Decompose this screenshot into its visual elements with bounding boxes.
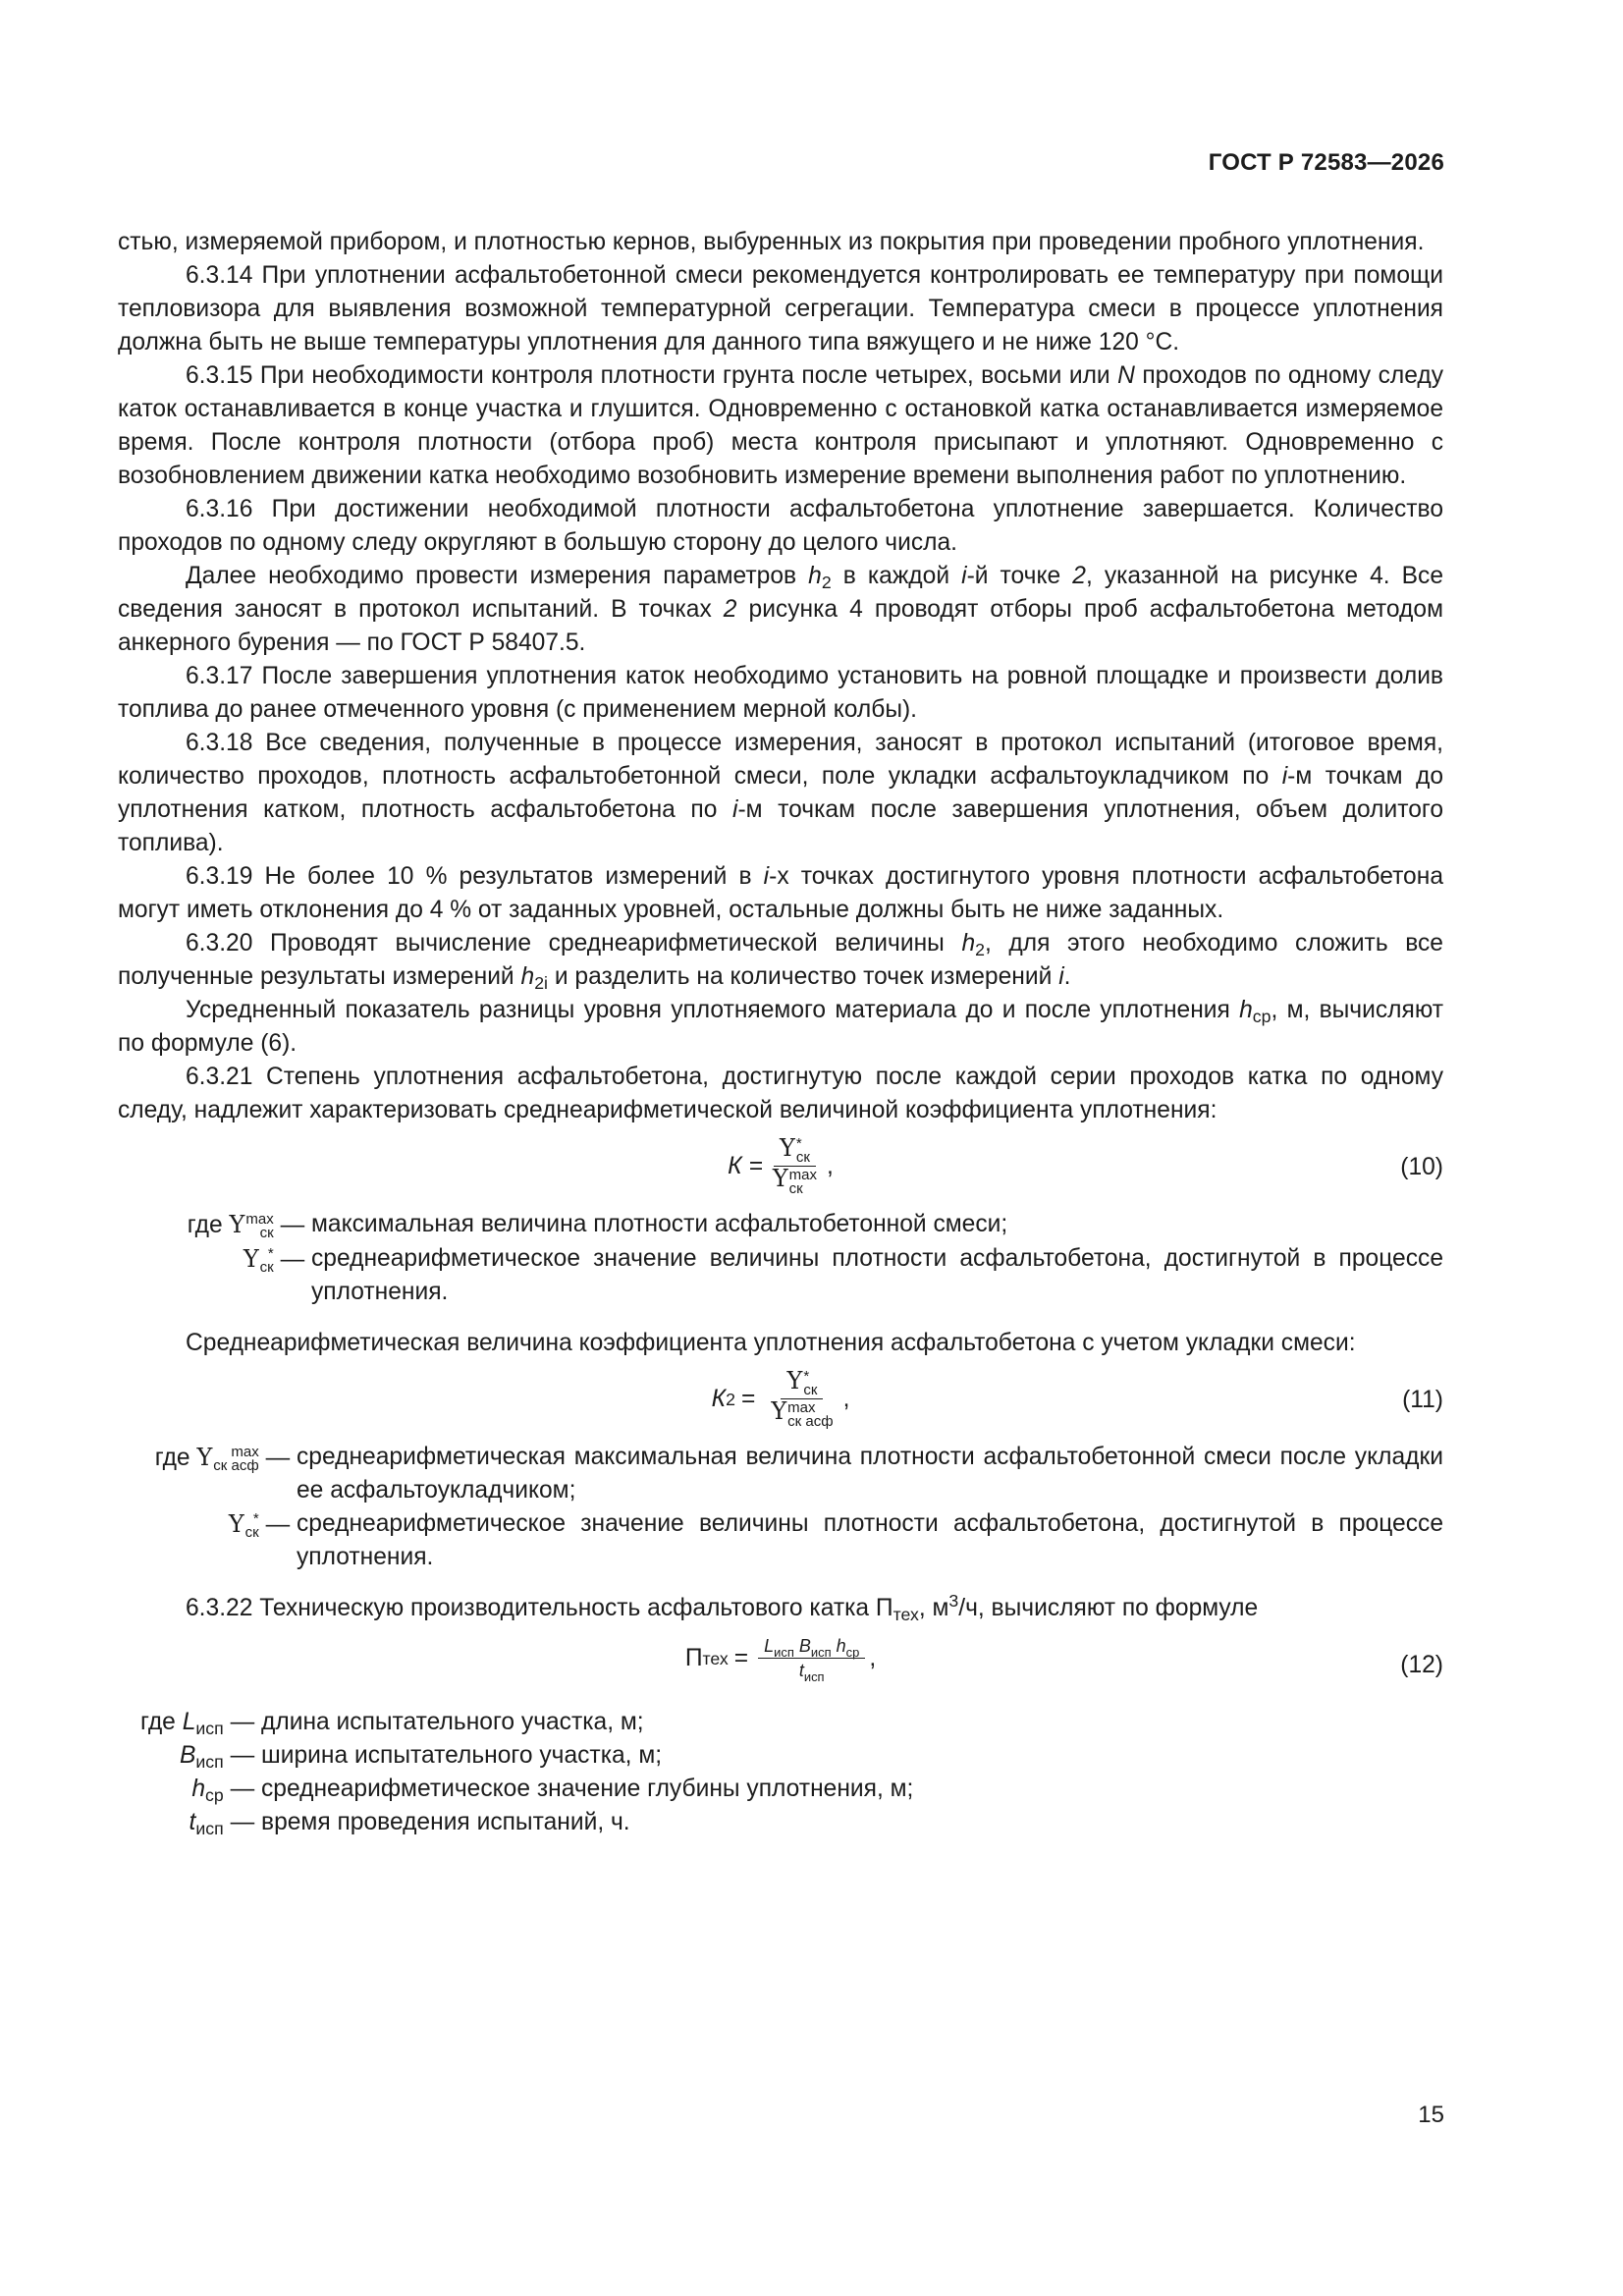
superscript: 3: [948, 1591, 959, 1611]
text-run: , м: [918, 1595, 949, 1621]
text-run: -м точкам до уплотнения катком, плотность асфальтобетона по: [118, 763, 1443, 823]
subscript: исп: [195, 1752, 224, 1772]
subscript: ср: [1252, 1007, 1271, 1026]
superscript: *: [803, 1368, 810, 1386]
dash: —: [230, 1776, 255, 1802]
length-symbol: L: [764, 1636, 775, 1656]
paragraph-6-3-18: [118, 727, 1443, 860]
subscript: тех: [893, 1605, 919, 1624]
time-symbol: t: [798, 1661, 804, 1680]
subscript: ск: [244, 1523, 259, 1541]
width-symbol: B: [179, 1742, 196, 1769]
depth-symbol: h: [191, 1776, 206, 1802]
superscript: *: [267, 1244, 274, 1262]
paragraph-continuation: стью, измеряемой прибором, и плотностью кернов, выбуренных из покрытия при проведении пробного уплотнения.: [118, 229, 1425, 255]
document-body: [118, 226, 1443, 1839]
where-prefix: где: [187, 1212, 223, 1238]
document-header: ГОСТ Р 72583—2026: [1208, 149, 1444, 176]
subscript: 2: [821, 573, 832, 592]
where-item: [118, 1208, 1443, 1242]
text-run: 6.3.19 Не более 10 % результатов измерений в: [186, 863, 764, 890]
superscript: max: [787, 1398, 816, 1416]
subscript: 2i: [534, 973, 548, 993]
paragraph-6-3-14: 6.3.14 При уплотнении асфальтобетонной смеси рекомендуется контролировать ее температуру при помощи тепловизора для выявления возможной температурной сегрегации. Температура смеси в процессе уплотнения должна быть не выше температуры уплотнения для данного типа вяжущего и не ниже 120 °С.: [118, 262, 1443, 355]
text-run: проходов по одному следу каток останавливается в конце участка и глушится. Одновременно с остановкой катка останавливается измеряемое время. После контроля плотности (отбора проб) места контроля присыпают и уплотняют. Одновременно с возобновлением движении катка необходимо возобновить измерение времени выполнения работ по уплотнению.: [118, 362, 1444, 489]
subscript: ск: [788, 1179, 803, 1197]
italic-symbol: h: [520, 963, 535, 990]
where-description: максимальная величина плотности асфальтобетонной смеси;: [311, 1211, 1008, 1237]
text-run: .: [1063, 963, 1071, 990]
density-symbol: Y: [243, 1245, 259, 1273]
paragraph-6-3-22: [118, 1592, 1443, 1625]
subscript: исп: [803, 1669, 825, 1684]
paragraph-6-3-17: 6.3.17 После завершения уплотнения каток необходимо установить на ровной площадке и произвести долив топлива до ранее отмеченного уровня (с применением мерной колбы).: [118, 663, 1443, 723]
text-run: и разделить на количество точек измерений: [547, 963, 1059, 990]
dash: —: [265, 1445, 291, 1471]
subscript: ск: [795, 1149, 810, 1167]
dash: —: [230, 1809, 255, 1835]
where-item: [118, 1441, 1443, 1507]
time-symbol: t: [189, 1809, 196, 1835]
formula-number: (10): [1400, 1154, 1443, 1180]
subscript: ск: [259, 1224, 274, 1241]
dash: —: [280, 1246, 305, 1273]
text-run: -м точкам после завершения уплотнения, объем долитого топлива).: [118, 796, 1443, 856]
text-run: 6.3.18 Все сведения, полученные в процессе измерения, заносят в протокол испытаний (итоговое время, количество проходов, плотность асфальтобетонной смеси, поле укладки асфальтоукладчиком по: [118, 730, 1443, 790]
formula-lhs: К =: [728, 1152, 763, 1179]
where-prefix: где: [139, 1709, 176, 1735]
formula-number: (11): [1402, 1387, 1443, 1413]
formula-fraction: [767, 1134, 823, 1197]
paragraph-6-3-15: [118, 359, 1443, 493]
text-run: , указанной на рисунке 4. Все сведения заносят в протокол испытаний. В точках: [118, 563, 1444, 623]
formula-number: (12): [1400, 1652, 1443, 1678]
where-description: среднеарифметическое значение величины плотности асфальтобетона, достигнутой в процессе уплотнения.: [297, 1510, 1443, 1570]
where-list-10: [118, 1208, 1443, 1309]
italic-symbol: h: [1239, 997, 1253, 1023]
formula-12: П тех = $\frac{L_{исп} B_{исп} h_{ср}}{t_{исп}}$ , (12): [684, 1636, 1443, 1684]
subscript: исп: [195, 1719, 224, 1738]
subscript: исп: [774, 1645, 794, 1660]
where-list-12: [118, 1706, 1443, 1839]
superscript: max: [245, 1210, 274, 1228]
dash: —: [230, 1742, 255, 1769]
where-description: длина испытательного участка, м;: [261, 1709, 644, 1735]
subscript: ср: [845, 1645, 860, 1660]
where-description: среднеарифметическая максимальная величина плотности асфальтобетонной смеси после укладки ее асфальтоукладчиком;: [297, 1444, 1443, 1503]
subscript: ск асф: [213, 1456, 259, 1474]
where-description: среднеарифметическое значение величины плотности асфальтобетона, достигнутой в процессе уплотнения.: [311, 1245, 1443, 1305]
text-run: , для этого необходимо сложить все полученные результаты измерений: [118, 930, 1443, 990]
where-description: ширина испытательного участка, м;: [261, 1742, 663, 1769]
paragraph-6-3-16: 6.3.16 При достижении необходимой плотности асфальтобетона уплотнение завершается. Количество проходов по одному следу округляют в большую сторону до целого числа.: [118, 496, 1443, 556]
formula-11: К 2 = Y * ск Y max ск асф , (11): [711, 1367, 1443, 1430]
density-symbol: Y: [196, 1444, 213, 1471]
density-symbol: Y: [772, 1165, 788, 1193]
formula-lhs: К: [711, 1385, 727, 1412]
dash: —: [265, 1511, 291, 1538]
superscript: max: [788, 1166, 818, 1183]
paragraph-measurements: [118, 560, 1443, 660]
text-run: рисунка 4 проводят отборы проб асфальтобетона методом анкерного бурения — по ГОСТ Р 58407.5.: [118, 596, 1443, 656]
formula-fraction: [765, 1367, 839, 1430]
formula-fraction: [758, 1635, 865, 1684]
where-item: [118, 1706, 1443, 1739]
italic-symbol: i: [763, 863, 770, 890]
text-run: , м, вычисляют по формуле (6).: [118, 997, 1443, 1057]
density-symbol: Y: [786, 1367, 803, 1394]
text-run: -х точках достигнутого уровня плотности асфальтобетона могут иметь отклонения до 4 % от заданных уровней, остальные должны быть не ниже заданных.: [118, 863, 1443, 923]
formula-10: [118, 1133, 1443, 1197]
superscript: *: [252, 1509, 259, 1527]
text-run: 6.3.22 Техническую производительность асфальтового катка П: [186, 1595, 893, 1621]
italic-symbol: N: [1117, 362, 1135, 389]
where-list-11: [118, 1441, 1443, 1574]
where-description: среднеарифметическое значение глубины уплотнения, м;: [261, 1776, 914, 1802]
page-number: 15: [1418, 2102, 1444, 2128]
subscript: ск: [259, 1258, 274, 1276]
where-description: время проведения испытаний, ч.: [261, 1809, 630, 1835]
text-run: в каждой: [831, 563, 962, 589]
formula-comma: ,: [869, 1644, 877, 1671]
formula-comma: ,: [842, 1385, 850, 1412]
equals-sign: =: [740, 1385, 756, 1412]
italic-symbol: i: [1058, 963, 1064, 990]
paragraph-average-indicator: [118, 994, 1443, 1061]
subscript: исп: [810, 1645, 832, 1660]
depth-symbol: h: [836, 1636, 846, 1656]
italic-symbol: h: [961, 930, 976, 957]
subscript: 2: [975, 940, 985, 959]
text-run: 6.3.20 Проводят вычисление среднеарифметической величины: [186, 930, 962, 957]
paragraph-6-3-19: [118, 860, 1443, 927]
where-prefix: где: [154, 1445, 190, 1471]
density-symbol: Y: [771, 1397, 787, 1426]
dash: —: [280, 1212, 305, 1238]
density-symbol: Y: [779, 1134, 795, 1162]
where-item: [118, 1507, 1443, 1574]
italic-symbol: h: [808, 563, 822, 589]
equals-sign: =: [733, 1644, 749, 1671]
italic-symbol: 2: [723, 596, 737, 623]
paragraph-average-coefficient: Среднеарифметическая величина коэффициента уплотнения асфальтобетона с учетом укладки смеси:: [186, 1330, 1356, 1356]
italic-symbol: i: [732, 796, 738, 823]
width-symbol: B: [798, 1636, 811, 1656]
text-run: Далее необходимо провести измерения параметров: [186, 563, 809, 589]
formula-lhs: П: [684, 1644, 703, 1671]
text-run: Усредненный показатель разницы уровня уплотняемого материала до и после уплотнения: [186, 997, 1240, 1023]
superscript: max: [231, 1443, 259, 1460]
italic-symbol: i: [1281, 763, 1288, 790]
subscript: исп: [195, 1819, 224, 1838]
subscript: ск: [803, 1382, 818, 1399]
paragraph-6-3-21: 6.3.21 Степень уплотнения асфальтобетона, достигнутую после каждой серии проходов катка по одному следу, надлежит характеризовать среднеарифметической величиной коэффициента уплотнения:: [118, 1064, 1443, 1123]
paragraph-6-3-20: [118, 927, 1443, 994]
where-item: [118, 1242, 1443, 1309]
length-symbol: L: [182, 1709, 196, 1735]
where-item: [118, 1739, 1443, 1773]
where-item: [118, 1773, 1443, 1806]
text-run: -й точке: [966, 563, 1073, 589]
subscript: ср: [205, 1785, 224, 1805]
formula-comma: ,: [827, 1152, 834, 1179]
dash: —: [230, 1709, 255, 1735]
density-symbol: Y: [229, 1211, 245, 1238]
italic-symbol: i: [961, 563, 967, 589]
where-item: [118, 1806, 1443, 1839]
subscript: ск асф: [787, 1412, 834, 1430]
density-symbol: Y: [228, 1510, 244, 1538]
text-run: /ч, вычисляют по формуле: [958, 1595, 1259, 1621]
superscript: *: [795, 1135, 802, 1153]
italic-symbol: 2: [1072, 563, 1086, 589]
text-run: 6.3.15 При необходимости контроля плотности грунта после четырех, восьми или: [186, 362, 1118, 389]
